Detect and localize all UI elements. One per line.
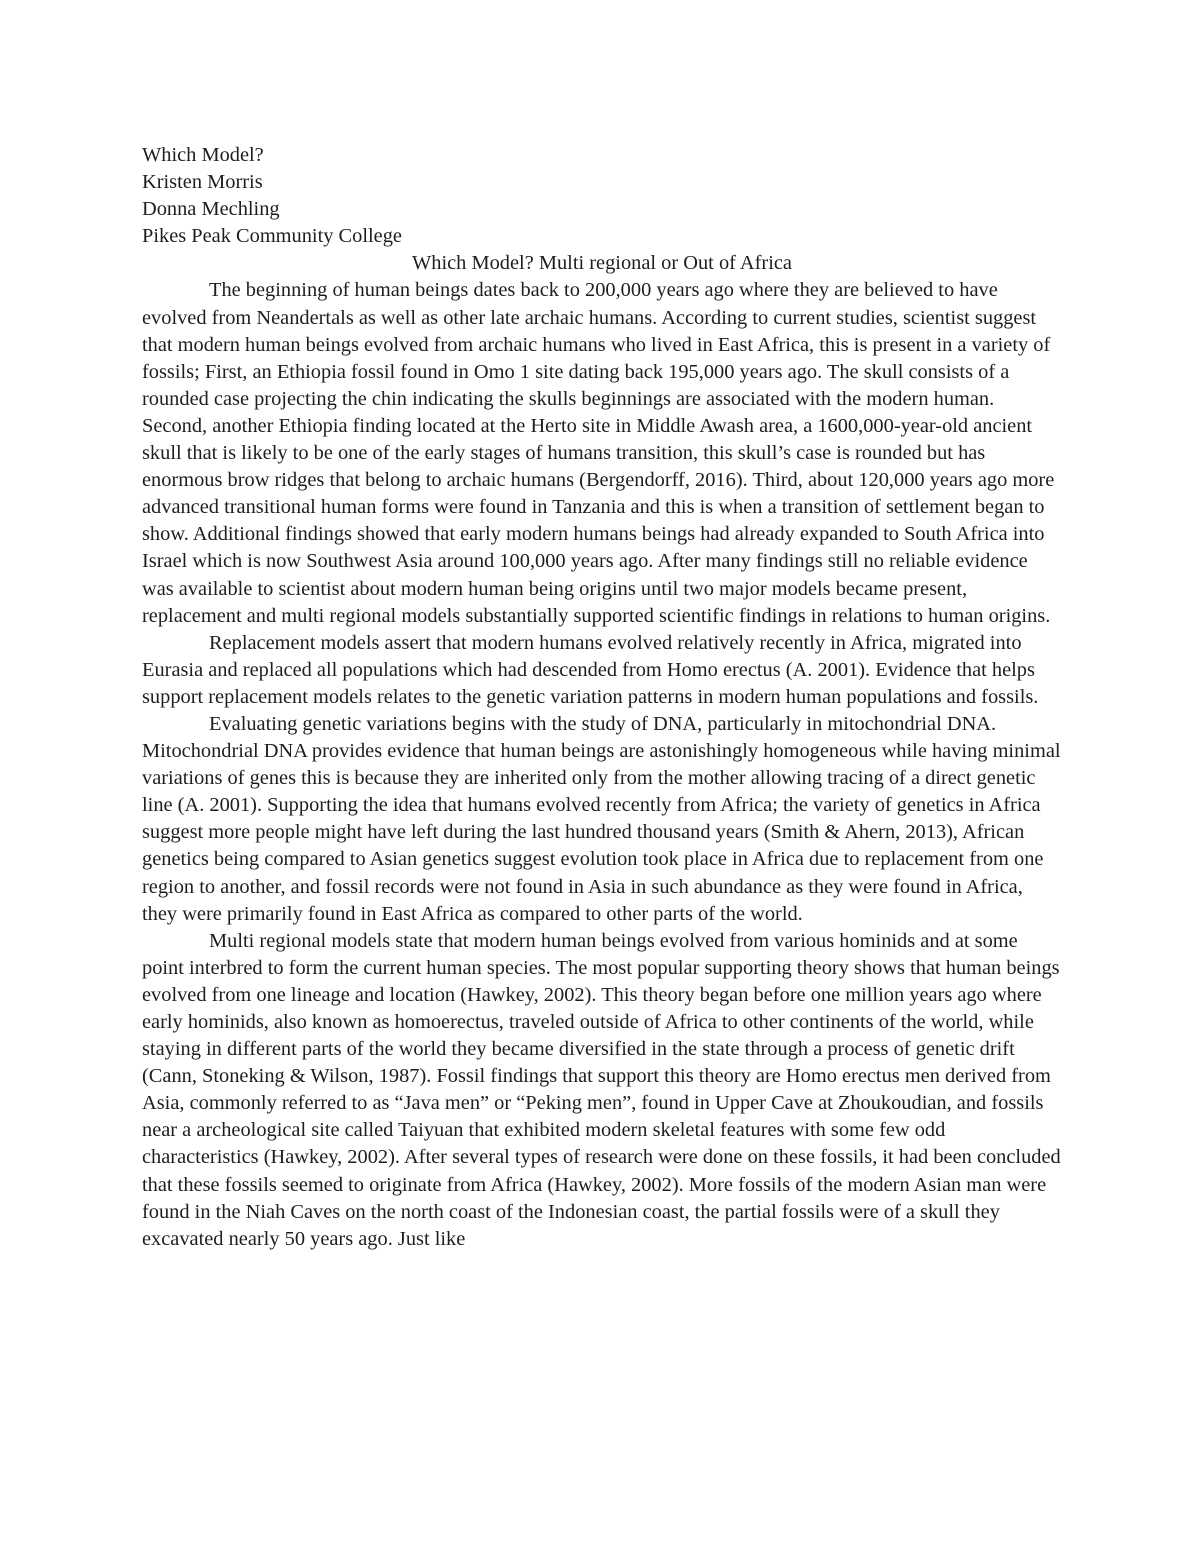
- student-name: Kristen Morris: [142, 171, 263, 194]
- instructor-name: Donna Mechling: [142, 198, 280, 221]
- paragraph-multi-regional-models: Multi regional models state that modern human beings evolved from various hominids and at some point interbred to form the current human species. The most popular supporting theory shows that human beings evolved from one lineage and location (Hawkey, 2002). This theory began before one million years ago where early hominids, also known as homoerectus, traveled outside of Africa to other continents of the world, while staying in different parts of the world they became diversified in the state through a process of genetic drift (Cann, Stoneking & Wilson, 1987). Fossil findings that support this theory are Homo erectus men derived from Asia, commonly referred to as “Java men” or “Peking men”, found in Upper Cave at Zhoukoudian, and fossils near a archeological site called Taiyuan that exhibited modern skeletal features with some few odd characteristics (Hawkey, 2002). After several types of research were done on these fossils, it had been concluded that these fossils seemed to originate from Africa (Hawkey, 2002). More fossils of the modern Asian man were found in the Niah Caves on the north coast of the Indonesian coast, the partial fossils were of a skull they excavated nearly 50 years ago. Just like: [142, 929, 1061, 1250]
- institution-name: Pikes Peak Community College: [142, 225, 402, 248]
- paragraph-genetic-variations: Evaluating genetic variations begins with the study of DNA, particularly in mitochondrial DNA. Mitochondrial DNA provides evidence that human beings are astonishingly homogeneous while having minimal variations of genes this is because they are inherited only from the mother allowing tracing of a direct genetic line (A. 2001). Supporting the idea that humans evolved recently from Africa; the variety of genetics in Africa suggest more people might have left during the last hundred thousand years (Smith & Ahern, 2013), African genetics being compared to Asian genetics suggest evolution took place in Africa due to replacement from one region to another, and fossil records were not found in Asia in such abundance as they were found in Africa, they were primarily found in East Africa as compared to other parts of the world.: [142, 712, 1061, 925]
- essay-title: Which Model? Multi regional or Out of Africa: [412, 252, 792, 275]
- document-page: [142, 142, 1062, 1253]
- assignment-name: Which Model?: [142, 144, 264, 166]
- paragraph-replacement-models: Replacement models assert that modern humans evolved relatively recently in Africa, migrated into Eurasia and replaced all populations which had descended from Homo erectus (A. 2001). Evidence that helps support replacement models relates to the genetic variation patterns in modern human populations and fossils.: [142, 631, 1039, 708]
- paragraph-introduction: The beginning of human beings dates back to 200,000 years ago where they are believed to have evolved from Neandertals as well as other late archaic humans. According to current studies, scientist suggest that modern human beings evolved from archaic humans who lived in East Africa, this is present in a variety of fossils; First, an Ethiopia fossil found in Omo 1 site dating back 195,000 years ago. The skull consists of a rounded case projecting the chin indicating the skulls beginnings are associated with the modern human. Second, another Ethiopia finding located at the Herto site in Middle Awash area, a 1600,000-year-old ancient skull that is likely to be one of the early stages of humans transition, this skull’s case is rounded but has enormous brow ridges that belong to archaic humans (Bergendorff, 2016). Third, about 120,000 years ago more advanced transitional human forms were found in Tanzania and this is when a transition of settlement began to show. Additional findings showed that early modern humans beings had already expanded to South Africa into Israel which is now Southwest Asia around 100,000 years ago. After many findings still no reliable evidence was available to scientist about modern human being origins until two major models became present, replacement and multi regional models substantially supported scientific findings in relations to human origins.: [142, 279, 1055, 627]
